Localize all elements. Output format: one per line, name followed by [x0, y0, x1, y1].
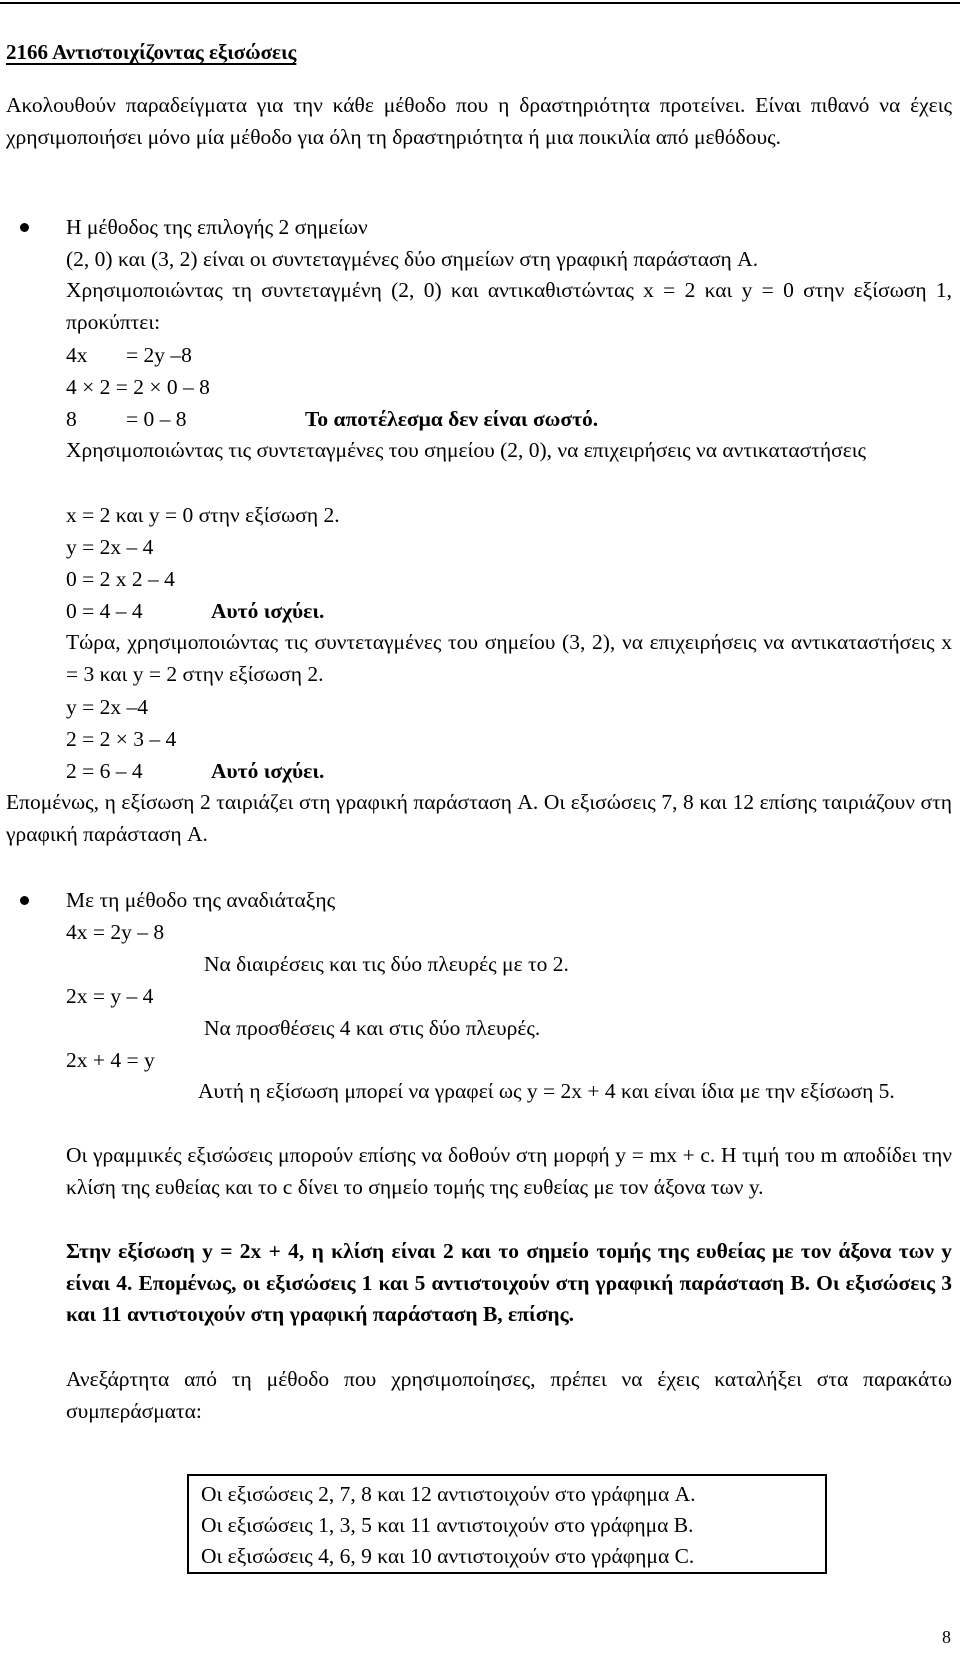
- eq4: y = 2x – 4: [66, 535, 154, 559]
- method1-para3: Τώρα, χρησιμοποιώντας τις συντεταγμένες του σημείου (3, 2), να επιχειρήσεις να αντικαταστήσεις x = 3 και y = 2 στην εξίσωση 2.: [66, 630, 952, 686]
- eq8: 2 = 2 × 3 – 4: [66, 727, 177, 751]
- m2-note1: Να διαιρέσεις και τις δύο πλευρές με το 2.: [204, 952, 569, 976]
- method2-heading: Με τη μέθοδο της αναδιάταξης: [66, 888, 336, 912]
- bullet-icon: [20, 223, 29, 232]
- intro-paragraph: Ακολουθούν παραδείγματα για την κάθε μέθοδο που η δραστηριότητα προτείνει. Είναι πιθανό να έχεις χρησιμοποιήσει μόνο μία μέθοδο για όλη τη δραστηριότητα ή μια ποικιλία από μεθόδους.: [6, 93, 952, 149]
- page-number: 8: [942, 1627, 951, 1647]
- method1-para1: Χρησιμοποιώντας τη συντεταγμένη (2, 0) και αντικαθιστώντας x = 2 και y = 0 στην εξίσωση 1, προκύπτει:: [66, 278, 952, 334]
- bullet-icon: [20, 896, 29, 905]
- eq1-lhs: 4x: [66, 343, 88, 367]
- method1-conclusion: Επομένως, η εξίσωση 2 ταιριάζει στη γραφική παράσταση A. Οι εξισώσεις 7, 8 και 12 επίσης ταιριάζουν στη γραφική παράσταση A.: [6, 790, 952, 846]
- page-title: 2166 Αντιστοιχίζοντας εξισώσεις: [6, 40, 297, 64]
- m2-note2: Να προσθέσεις 4 και στις δύο πλευρές.: [204, 1016, 541, 1040]
- m2-bold-para: Στην εξίσωση y = 2x + 4, η κλίση είναι 2 και το σημείο τομής της ευθείας με τον άξονα των y είναι 4. Επομένως, οι εξισώσεις 1 και 5 αντιστοιχούν στη γραφική παράσταση B. Οι εξισώσεις 3 και 11 αντιστοιχούν στη γραφική παράσταση B, επίσης.: [66, 1239, 952, 1326]
- method1-heading: Η μέθοδος της επιλογής 2 σημείων: [66, 215, 368, 239]
- eq2: 4 × 2 = 2 × 0 – 8: [66, 375, 210, 399]
- eq7: y = 2x –4: [66, 695, 149, 719]
- m2-eq1: 4x = 2y – 8: [66, 920, 165, 944]
- m2-eq2: 2x = y – 4: [66, 984, 154, 1008]
- eq9-note: Αυτό ισχύει.: [211, 759, 325, 783]
- summary-line: Οι εξισώσεις 1, 3, 5 και 11 αντιστοιχούν στο γράφημα B.: [201, 1513, 694, 1537]
- eq5: 0 = 2 x 2 – 4: [66, 567, 175, 591]
- eq6: 0 = 4 – 4: [66, 599, 143, 623]
- summary-line: Οι εξισώσεις 4, 6, 9 και 10 αντιστοιχούν στο γράφημα C.: [201, 1544, 695, 1568]
- method1-line1: (2, 0) και (3, 2) είναι οι συντεταγμένες δύο σημείων στη γραφική παράσταση A.: [66, 247, 759, 271]
- m2-para2: Ανεξάρτητα από τη μέθοδο που χρησιμοποίησες, πρέπει να έχεις καταλήξει στα παρακάτω συμπεράσματα:: [66, 1367, 952, 1423]
- m2-eq3: 2x + 4 = y: [66, 1048, 155, 1072]
- method1-line2: x = 2 και y = 0 στην εξίσωση 2.: [66, 503, 340, 527]
- m2-note3: Αυτή η εξίσωση μπορεί να γραφεί ως y = 2x + 4 και είναι ίδια με την εξίσωση 5.: [198, 1079, 895, 1103]
- eq6-note: Αυτό ισχύει.: [211, 599, 325, 623]
- m2-para1: Οι γραμμικές εξισώσεις μπορούν επίσης να δοθούν στη μορφή y = mx + c. Η τιμή του m αποδίδει την κλίση της ευθείας και το c δίνει το σημείο τομής της ευθείας με τον άξονα των y.: [66, 1143, 952, 1199]
- summary-box: [187, 1474, 827, 1574]
- eq1-rhs: = 2y –8: [126, 343, 192, 367]
- eq3-note: Το αποτέλεσμα δεν είναι σωστό.: [305, 407, 599, 431]
- eq3-lhs: 8: [66, 407, 77, 431]
- summary-line: Οι εξισώσεις 2, 7, 8 και 12 αντιστοιχούν στο γράφημα A.: [201, 1482, 696, 1506]
- top-rule: [0, 2, 960, 4]
- method1-para2: Χρησιμοποιώντας τις συντεταγμένες του σημείου (2, 0), να επιχειρήσεις να αντικαταστήσεις: [66, 438, 867, 462]
- eq3-rhs: = 0 – 8: [126, 407, 187, 431]
- eq9: 2 = 6 – 4: [66, 759, 143, 783]
